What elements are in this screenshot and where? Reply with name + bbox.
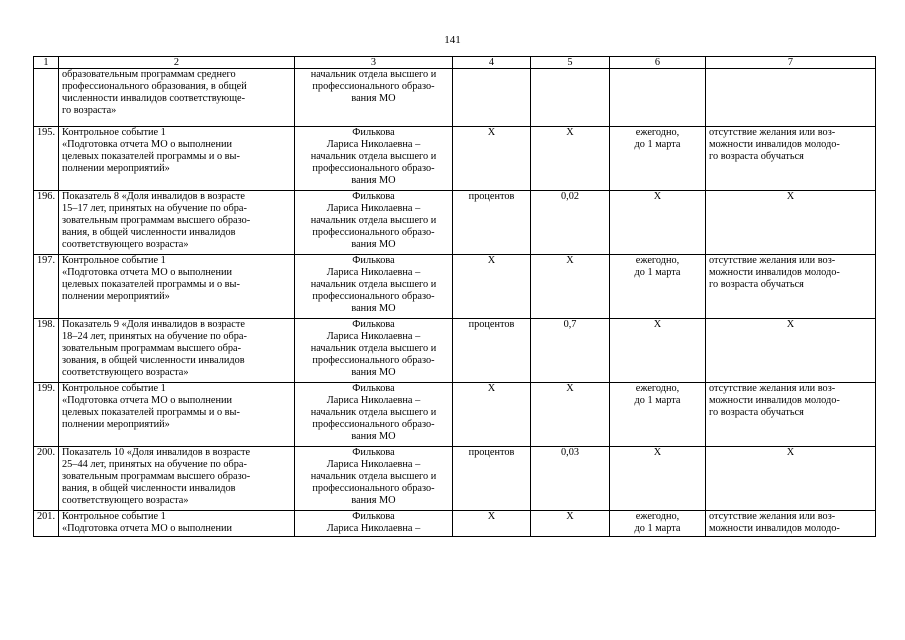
cell-text-line: вания МО	[351, 430, 396, 442]
cell-text-line: целевых показателей программы и о вы-	[62, 150, 240, 162]
row-number	[34, 69, 59, 127]
target-value	[531, 69, 610, 127]
cell-text-line: Контрольное событие 1	[62, 255, 166, 266]
cell-text-line: го возраста обучаться	[709, 150, 804, 162]
cell-text-line: можности инвалидов молодо-	[709, 522, 840, 534]
event-description	[59, 191, 295, 255]
event-description	[59, 447, 295, 511]
cell-text-line: вания, в общей численности инвалидов	[62, 226, 236, 238]
cell-text-line: Лариса Николаевна –	[326, 394, 421, 406]
row-number: 198.	[34, 319, 59, 383]
target-value: 0,7	[531, 319, 610, 383]
row-number: 195.	[34, 127, 59, 191]
event-description	[59, 255, 295, 319]
cell-text-line: Лариса Николаевна –	[326, 138, 421, 150]
cell-text-line: полнении мероприятий»	[62, 162, 170, 174]
column-number: 3	[295, 57, 453, 69]
cell-text-line: «Подготовка отчета МО о выполнении	[62, 266, 232, 278]
cell-text-line: «Подготовка отчета МО о выполнении	[62, 138, 232, 150]
row-number: 201.	[34, 511, 59, 537]
cell-text-line: до 1 марта	[634, 266, 681, 278]
event-description	[59, 383, 295, 447]
cell-text-line: Лариса Николаевна –	[326, 202, 421, 214]
unit-of-measure: Х	[453, 255, 531, 319]
cell-text-line: соответствующего возраста»	[62, 494, 189, 506]
unit-of-measure: Х	[453, 383, 531, 447]
cell-text-line: Х	[786, 191, 795, 202]
unit-of-measure: процентов	[453, 191, 531, 255]
table-row	[34, 191, 876, 255]
target-value: 0,03	[531, 447, 610, 511]
cell-text-line: Филькова	[352, 511, 395, 522]
responsible-person	[295, 191, 453, 255]
cell-text-line: зовательным программам высшего образо-	[62, 214, 251, 226]
risk-description	[706, 447, 876, 511]
cell-text-line: профессионального образо-	[312, 162, 435, 174]
target-value: Х	[531, 511, 610, 537]
table-row	[34, 511, 876, 537]
cell-text-line: соответствующего возраста»	[62, 238, 189, 250]
cell-text-line: Филькова	[352, 191, 395, 202]
cell-text-line: ежегодно,	[635, 127, 680, 138]
cell-text-line: Показатель 8 «Доля инвалидов в возрасте	[62, 191, 245, 202]
unit-of-measure	[453, 69, 531, 127]
cell-text-line: Х	[653, 191, 662, 202]
row-number: 197.	[34, 255, 59, 319]
deadline	[610, 447, 706, 511]
cell-text-line: можности инвалидов молодо-	[709, 138, 840, 150]
deadline	[610, 255, 706, 319]
cell-text-line: профессионального образо-	[312, 482, 435, 494]
cell-text-line: можности инвалидов молодо-	[709, 394, 840, 406]
risk-description	[706, 255, 876, 319]
table-row	[34, 69, 876, 127]
table-row	[34, 447, 876, 511]
cell-text-line: вания МО	[351, 302, 396, 314]
cell-text-line: Филькова	[352, 383, 395, 394]
cell-text-line: «Подготовка отчета МО о выполнении	[62, 394, 232, 406]
cell-text-line: целевых показателей программы и о вы-	[62, 406, 240, 418]
cell-text-line: ежегодно,	[635, 383, 680, 394]
cell-text-line: 15–17 лет, принятых на обучение по обра-	[62, 202, 247, 214]
deadline	[610, 319, 706, 383]
event-description	[59, 127, 295, 191]
table-row	[34, 319, 876, 383]
cell-text-line: Показатель 10 «Доля инвалидов в возрасте	[62, 447, 251, 458]
cell-text-line: начальник отдела высшего и	[310, 278, 437, 290]
cell-text-line: отсутствие желания или воз-	[709, 255, 836, 266]
cell-text-line: численности инвалидов соответствующе-	[62, 92, 246, 104]
event-description	[59, 511, 295, 537]
unit-of-measure: процентов	[453, 447, 531, 511]
cell-text-line: до 1 марта	[634, 138, 681, 150]
cell-text-line: «Подготовка отчета МО о выполнении	[62, 522, 232, 534]
cell-text-line: 18–24 лет, принятых на обучение по обра-	[62, 330, 247, 342]
cell-text-line: Х	[786, 319, 795, 330]
cell-text-line: го возраста»	[62, 104, 117, 116]
cell-text-line: Лариса Николаевна –	[326, 522, 421, 534]
unit-of-measure: процентов	[453, 319, 531, 383]
unit-of-measure: Х	[453, 127, 531, 191]
target-value: Х	[531, 127, 610, 191]
cell-text-line: вания МО	[351, 366, 396, 378]
cell-text-line: отсутствие желания или воз-	[709, 511, 836, 522]
cell-text-line: до 1 марта	[634, 522, 681, 534]
row-number: 196.	[34, 191, 59, 255]
cell-text-line: начальник отдела высшего и	[310, 214, 437, 226]
cell-text-line: вания, в общей численности инвалидов	[62, 482, 236, 494]
column-number: 2	[59, 57, 295, 69]
deadline	[610, 69, 706, 127]
column-number: 7	[706, 57, 876, 69]
risk-description	[706, 511, 876, 537]
cell-text-line: начальник отдела высшего и	[310, 342, 437, 354]
risk-description	[706, 319, 876, 383]
cell-text-line: можности инвалидов молодо-	[709, 266, 840, 278]
cell-text-line: Филькова	[352, 127, 395, 138]
column-number-row	[34, 57, 876, 69]
table-row	[34, 127, 876, 191]
event-description	[59, 319, 295, 383]
cell-text-line: целевых показателей программы и о вы-	[62, 278, 240, 290]
column-number: 5	[531, 57, 610, 69]
responsible-person	[295, 383, 453, 447]
cell-text-line: го возраста обучаться	[709, 278, 804, 290]
cell-text-line: профессионального образования, в общей	[62, 80, 247, 92]
cell-text-line: соответствующего возраста»	[62, 366, 189, 378]
cell-text-line: Х	[786, 447, 795, 458]
cell-text-line: профессионального образо-	[312, 290, 435, 302]
cell-text-line: Х	[653, 319, 662, 330]
cell-text-line: отсутствие желания или воз-	[709, 127, 836, 138]
column-number: 4	[453, 57, 531, 69]
cell-text-line: ежегодно,	[635, 511, 680, 522]
cell-text-line: Х	[653, 447, 662, 458]
target-value: Х	[531, 383, 610, 447]
responsible-person	[295, 319, 453, 383]
cell-text-line: Филькова	[352, 447, 395, 458]
cell-text-line: вания МО	[351, 494, 396, 506]
cell-text-line: ежегодно,	[635, 255, 680, 266]
responsible-person	[295, 255, 453, 319]
responsible-person	[295, 511, 453, 537]
target-value: Х	[531, 255, 610, 319]
responsible-person	[295, 69, 453, 127]
responsible-person	[295, 447, 453, 511]
cell-text-line: Контрольное событие 1	[62, 511, 166, 522]
table-row	[34, 383, 876, 447]
deadline	[610, 383, 706, 447]
cell-text-line: Лариса Николаевна –	[326, 266, 421, 278]
cell-text-line: начальник отдела высшего и	[310, 69, 437, 80]
cell-text-line: профессионального образо-	[312, 418, 435, 430]
risk-description	[706, 127, 876, 191]
cell-text-line: Показатель 9 «Доля инвалидов в возрасте	[62, 319, 245, 330]
cell-text-line: вания МО	[351, 92, 396, 104]
cell-text-line: вания МО	[351, 238, 396, 250]
cell-text-line: полнении мероприятий»	[62, 418, 170, 430]
cell-text-line: Филькова	[352, 319, 395, 330]
cell-text-line: начальник отдела высшего и	[310, 150, 437, 162]
row-number: 199.	[34, 383, 59, 447]
deadline	[610, 127, 706, 191]
cell-text-line: профессионального образо-	[312, 354, 435, 366]
cell-text-line: зования, в общей численности инвалидов	[62, 354, 245, 366]
cell-text-line: отсутствие желания или воз-	[709, 383, 836, 394]
table-row	[34, 255, 876, 319]
cell-text-line: образовательным программам среднего	[62, 69, 236, 80]
page-number: 141	[444, 34, 461, 46]
cell-text-line: начальник отдела высшего и	[310, 470, 437, 482]
cell-text-line: начальник отдела высшего и	[310, 406, 437, 418]
target-value: 0,02	[531, 191, 610, 255]
cell-text-line: вания МО	[351, 174, 396, 186]
row-number: 200.	[34, 447, 59, 511]
event-description	[59, 69, 295, 127]
responsible-person	[295, 127, 453, 191]
column-number: 1	[34, 57, 59, 69]
unit-of-measure: Х	[453, 511, 531, 537]
cell-text-line: зовательным программам высшего обра-	[62, 342, 242, 354]
cell-text-line: до 1 марта	[634, 394, 681, 406]
cell-text-line: Лариса Николаевна –	[326, 330, 421, 342]
risk-description	[706, 69, 876, 127]
risk-description	[706, 383, 876, 447]
cell-text-line: полнении мероприятий»	[62, 290, 170, 302]
cell-text-line: 25–44 лет, принятых на обучение по обра-	[62, 458, 247, 470]
cell-text-line: го возраста обучаться	[709, 406, 804, 418]
risk-description	[706, 191, 876, 255]
column-number: 6	[610, 57, 706, 69]
cell-text-line: Контрольное событие 1	[62, 383, 166, 394]
cell-text-line: Контрольное событие 1	[62, 127, 166, 138]
deadline	[610, 191, 706, 255]
cell-text-line: профессионального образо-	[312, 226, 435, 238]
plan-table	[33, 56, 876, 537]
deadline	[610, 511, 706, 537]
cell-text-line: Филькова	[352, 255, 395, 266]
cell-text-line: зовательным программам высшего образо-	[62, 470, 251, 482]
cell-text-line: профессионального образо-	[312, 80, 435, 92]
cell-text-line: Лариса Николаевна –	[326, 458, 421, 470]
